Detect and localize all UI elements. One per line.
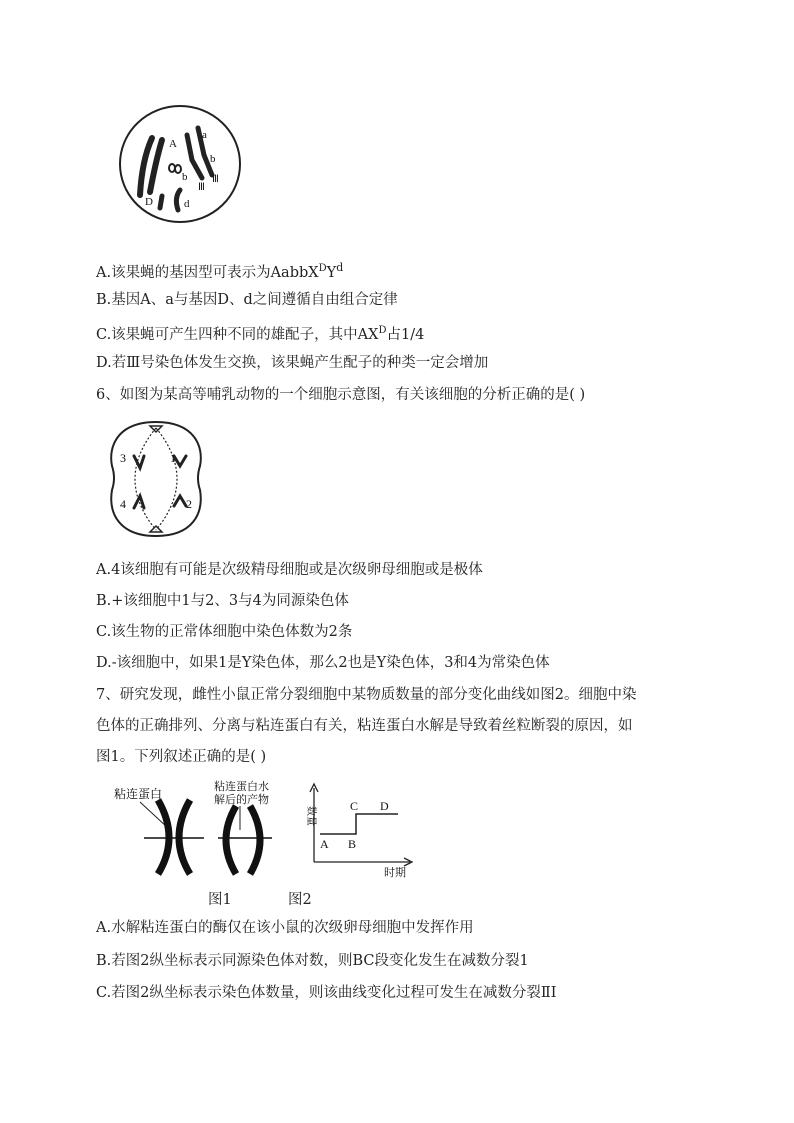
dividing-cell-figure: [104, 416, 208, 542]
chromosome-4: [134, 496, 144, 508]
q7-stem-line-1: 7、研究发现，雌性小鼠正常分裂细胞中某物质数量的部分变化曲线如图2。细胞中染: [96, 687, 637, 703]
q7-option-c: C.若图2纵坐标表示染色体数量，则该曲线变化过程可发生在减数分裂ⅡI: [96, 985, 557, 1001]
chromosome-x-right: [150, 140, 162, 192]
figure1-cohesin: [110, 778, 290, 878]
q7-stem-line-2: 色体的正确排列、分离与粘连蛋白有关，粘连蛋白水解是导致着丝粒断裂的原因，如: [96, 718, 633, 734]
fruit-fly-cell-figure: [112, 100, 252, 230]
chromosome-split-right: [250, 806, 260, 874]
q5-option-c-text: C.该果蝇可产生四种不同的雄配子，其中AX: [96, 326, 379, 343]
label-2: 2: [186, 497, 192, 511]
chromosome-d-left: [160, 196, 162, 208]
centrosome-top: [150, 426, 162, 432]
q6-stem: 6、如图为某高等哺乳动物的一个细胞示意图，有关该细胞的分析正确的是( ): [96, 387, 586, 403]
label-cohesin: 粘连蛋白: [114, 787, 163, 801]
q7-option-a: A.水解粘连蛋白的酶仅在该小鼠的次级卵母细胞中发挥作用: [96, 920, 474, 936]
chromosome-joined-right: [179, 800, 190, 874]
figure2-curve: [304, 782, 416, 878]
point-label-C: C: [350, 799, 359, 813]
label-product-1: 粘连蛋白水: [214, 781, 269, 793]
label-d: d: [184, 198, 190, 210]
label-III-1: Ⅲ: [198, 182, 205, 193]
q5-option-a-text: A.该果蝇的基因型可表示为AabbX: [96, 264, 319, 281]
q5-option-a-sup1: D: [318, 263, 327, 274]
q5-option-a-mid: Y: [326, 264, 337, 281]
q6-option-c: C.该生物的正常体细胞中染色体数为2条: [96, 624, 353, 640]
cell-outline: [120, 106, 240, 222]
point-label-D: D: [380, 799, 389, 813]
label-b1: b: [210, 153, 216, 165]
q6-option-a: A.4该细胞有可能是次级精母细胞或是次级卵母细胞或是极体: [96, 562, 483, 578]
q7-stem-line-3: 图1。下列叙述正确的是( ): [96, 749, 267, 765]
q7-option-b: B.若图2纵坐标表示同源染色体对数，则BC段变化发生在减数分裂1: [96, 953, 529, 969]
chromosome-d-right: [176, 190, 180, 210]
figure1-caption: 图1: [208, 892, 232, 908]
y-axis-label: 数量: [305, 806, 316, 826]
chromosome-joined-left: [158, 800, 169, 874]
x-axis-label: 时期: [384, 867, 406, 878]
chromosome-split-left: [226, 806, 236, 874]
label-D: D: [145, 196, 153, 208]
q6-option-b: B.+该细胞中1与2、3与4为同源染色体: [96, 593, 349, 609]
point-label-A: A: [320, 837, 329, 851]
q5-option-c-post: 占1/4: [386, 326, 425, 343]
q5-option-b: [96, 290, 398, 310]
q5-option-d-text: D.若Ⅲ号染色体发生交换，该果蝇产生配子的种类一定会增加: [96, 355, 489, 371]
curve-line: [320, 814, 398, 834]
q5-option-b-text: B.基因A、a与基因D、d之间遵循自由组合定律: [96, 292, 398, 308]
chromosome-2: [174, 496, 186, 506]
q5-option-c-sup: D: [378, 325, 387, 336]
spindle-left: [135, 428, 156, 530]
label-A: A: [169, 138, 177, 150]
label-1: 1: [170, 451, 176, 465]
figure2-caption: 图2: [288, 892, 312, 908]
cell-membrane: [111, 422, 201, 536]
q5-option-d: [96, 353, 488, 373]
q5-option-a: [96, 258, 343, 283]
centrosome-bottom: [150, 526, 162, 532]
label-III-2: Ⅲ: [212, 174, 219, 185]
label-3: 3: [120, 451, 126, 465]
label-a: a: [202, 129, 207, 141]
spindle-right: [156, 428, 177, 530]
label-product-2: 解后的产物: [214, 794, 269, 806]
q6-option-d: D.-该细胞中，如果1是Y染色体，那么2也是Y染色体，3和4为常染色体: [96, 655, 550, 671]
label-b2: b: [182, 171, 188, 183]
label-4: 4: [120, 497, 126, 511]
chromosome-3: [134, 456, 144, 468]
point-label-B: B: [348, 837, 357, 851]
q5-option-c: [96, 321, 424, 345]
q5-option-a-sup2: d: [336, 261, 344, 274]
chromosome-small-2: [175, 165, 181, 173]
